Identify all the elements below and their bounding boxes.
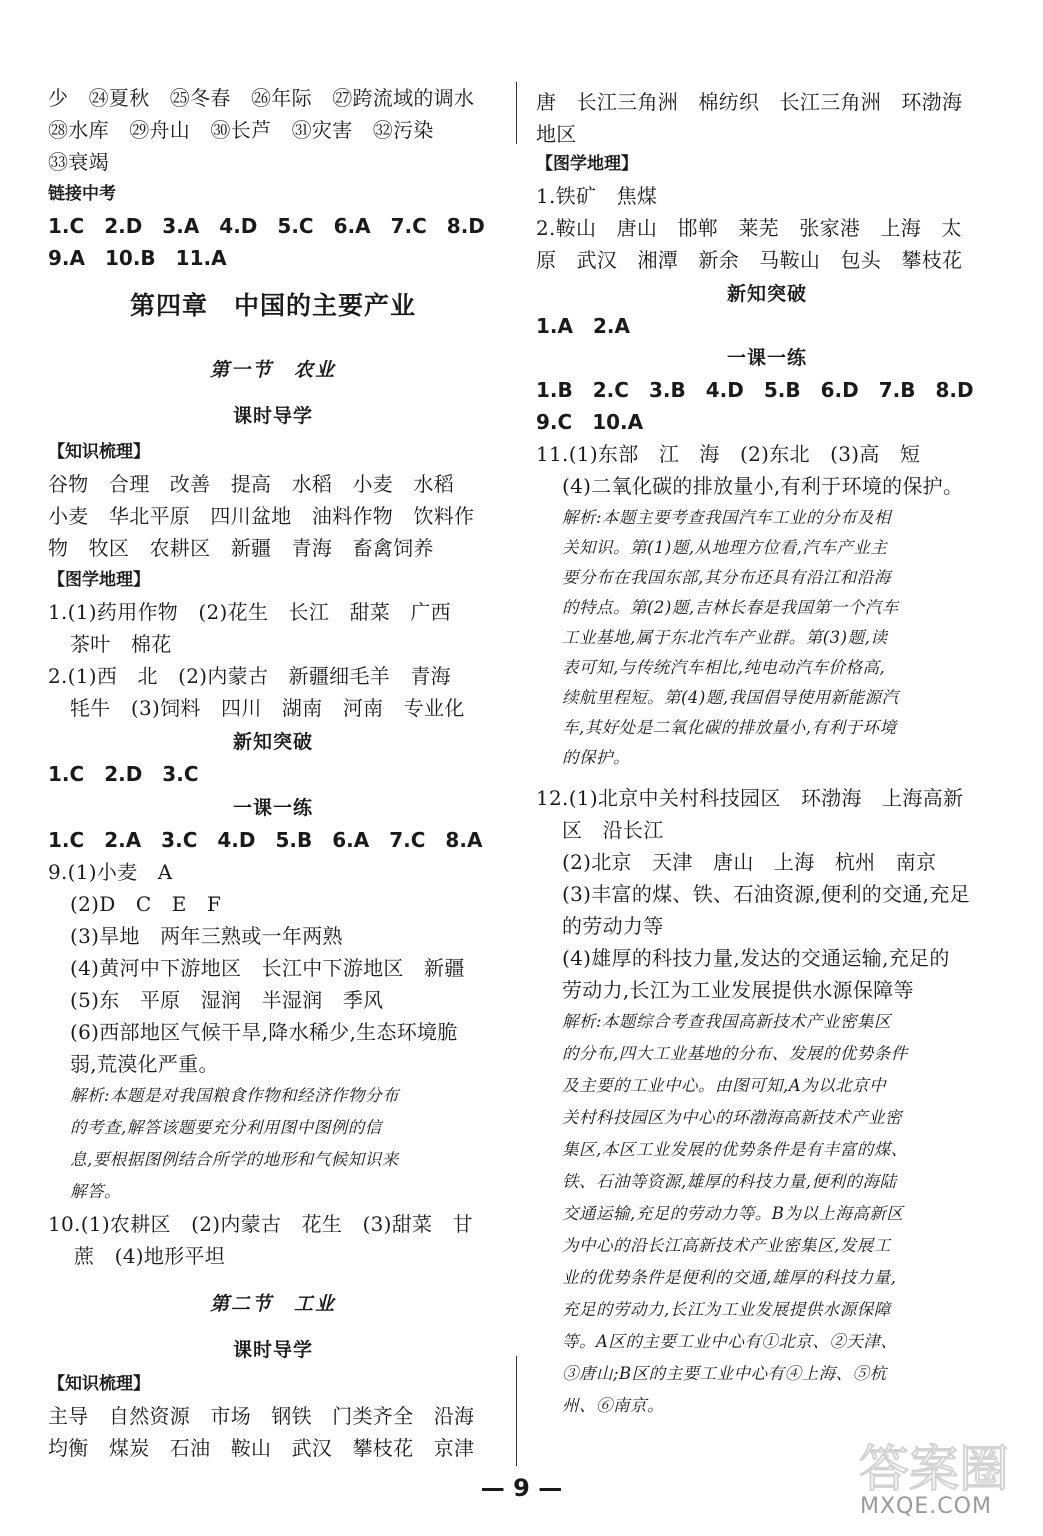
right-text-line: 交通运输,充足的劳动力等。B为以上海高新区 [562,1204,904,1223]
right-text-line: 工业基地,属于东北汽车产业群。第(3)题,读 [562,628,888,647]
right-text-line: 9.C 10.A [536,410,644,434]
left-text-line: 课时导学 [232,1339,313,1361]
left-text-line: (2)D C E F [70,892,222,916]
right-text-line: 原 武汉 湘潭 新余 马鞍山 包头 攀枝花 [536,248,963,272]
page-number: — 9 — [480,1474,563,1502]
right-text-line: 1.A 2.A [536,314,630,338]
right-text-line: 2.鞍山 唐山 邯郸 莱芜 张家港 上海 太 [536,216,962,240]
left-text-line: ㉝衰竭 [48,150,109,174]
left-text-line: 少 ㉔夏秋 ㉕冬春 ㉖年际 ㉗跨流域的调水 [48,86,475,110]
left-text-line: 9.A 10.B 11.A [48,246,227,270]
column-divider-bottom [516,1356,517,1466]
right-text-line: 车,其好处是二氧化碳的排放量小,有利于环境 [562,718,897,737]
right-text-line: 的保护。 [562,748,630,767]
left-text-line: 1.C 2.D 3.A 4.D 5.C 6.A 7.C 8.D [48,214,485,238]
left-text-line: 的考查,解答该题要充分利用图中图例的信 [70,1118,382,1137]
right-text-line: 的劳动力等 [562,914,664,938]
right-text-line: 关村科技园区为中心的环渤海高新技术产业密 [562,1108,902,1127]
right-text-line: 【图学地理】 [536,154,638,174]
left-text-line: 【知识梳理】 [48,442,150,462]
right-text-line: 唐 长江三角洲 棉纺织 长江三角洲 环渤海 [536,90,963,114]
left-text-line: 【图学地理】 [48,570,150,590]
left-text-line: 9.(1)小麦 A [48,860,173,884]
right-text-line: 的特点。第(2)题,吉林长春是我国第一个汽车 [562,598,899,617]
left-text-line: 1.C 2.A 3.C 4.D 5.B 6.A 7.C 8.A [48,828,483,852]
right-text-line: 12.(1)北京中关村科技园区 环渤海 上海高新 [536,786,964,810]
left-text-line: 新知突破 [232,731,313,753]
left-text-line: 1.(1)药用作物 (2)花生 长江 甜菜 广西 [48,600,451,624]
left-text-line: 第二节 工业 [209,1293,336,1315]
right-text-line: 业的优势条件是便利的交通,雄厚的科技力量, [562,1268,897,1287]
right-text-line: 解析:本题主要考查我国汽车工业的分布及相 [562,508,892,527]
right-text-line: ③唐山;B区的主要工业中心有④上海、⑤杭 [562,1364,887,1383]
right-text-line: 1.B 2.C 3.B 4.D 5.B 6.D 7.B 8.D [536,378,974,402]
right-text-line: (3)丰富的煤、铁、石油资源,便利的交通,充足 [562,882,970,906]
right-text-line: 区 沿长江 [562,818,664,842]
column-divider-top [516,82,517,144]
right-text-line: 地区 [536,122,577,146]
right-text-line: 11.(1)东部 江 海 (2)东北 (3)高 短 [536,442,921,466]
right-text-line: 续航里程短。第(4)题,我国倡导使用新能源汽 [562,688,899,707]
left-text-line: (3)旱地 两年三熟或一年两熟 [70,924,343,948]
left-text-line: 一课一练 [232,797,313,819]
left-text-line: 茶叶 棉花 [70,632,172,656]
right-text-line: (4)二氧化碳的排放量小,有利于环境的保护。 [562,474,964,498]
right-text-line: 一课一练 [726,347,807,369]
right-text-line: 等。A区的主要工业中心有①北京、②天津、 [562,1332,898,1351]
left-text-line: 小麦 华北平原 四川盆地 油料作物 饮料作 [48,504,475,528]
left-text-line: 课时导学 [232,405,313,427]
left-text-line: (5)东 平原 湿润 半湿润 季风 [70,988,384,1012]
left-text-line: 谷物 合理 改善 提高 水稻 小麦 水稻 [48,472,454,496]
right-text-line: 为中心的沿长江高新技术产业密集区,发展工 [562,1236,891,1255]
right-text-line: (4)雄厚的科技力量,发达的交通运输,充足的 [562,946,950,970]
right-text-line: 及主要的工业中心。由图可知,A为以北京中 [562,1076,887,1095]
left-text-line: 10.(1)农耕区 (2)内蒙古 花生 (3)甜菜 甘 [48,1212,473,1236]
left-text-line: (6)西部地区气候干旱,降水稀少,生态环境脆 [70,1020,458,1044]
left-text-line: 第四章 中国的主要产业 [129,291,416,320]
left-text-line: 弱,荒漠化严重。 [70,1052,219,1076]
right-text-line: 要分布在我国东部,其分布还具有沿江和沿海 [562,568,891,587]
left-text-line: 第一节 农业 [209,359,336,381]
left-text-line: 2.(1)西 北 (2)内蒙古 新疆细毛羊 青海 [48,664,451,688]
left-text-line: 主导 自然资源 市场 钢铁 门类齐全 沿海 [48,1404,475,1428]
right-text-line: 铁、石油等资源,雄厚的科技力量,便利的海陆 [562,1172,897,1191]
right-text-line: 解析:本题综合考查我国高新技术产业密集区 [562,1012,892,1031]
left-text-line: 链接中考 [48,184,116,204]
left-text-line: 1.C 2.D 3.C [48,762,199,786]
watermark-url: MXQE.COM [860,1494,992,1519]
left-text-line: 息,要根据图例结合所学的地形和气候知识来 [70,1150,399,1169]
left-text-line: 【知识梳理】 [48,1374,150,1394]
left-text-line: 牦牛 (3)饲料 四川 湖南 河南 专业化 [70,696,465,720]
right-text-line: 表可知,与传统汽车相比,纯电动汽车价格高, [562,658,886,677]
left-text-line: 蔗 (4)地形平坦 [74,1244,226,1268]
left-text-line: ㉘水库 ㉙舟山 ㉚长芦 ㉛灾害 ㉜污染 [48,118,434,142]
right-text-line: (2)北京 天津 唐山 上海 杭州 南京 [562,850,937,874]
right-text-line: 的分布,四大工业基地的分布、发展的优势条件 [562,1044,908,1063]
right-text-line: 1.铁矿 焦煤 [536,184,658,208]
left-text-line: (4)黄河中下游地区 长江中下游地区 新疆 [70,956,465,980]
right-text-line: 充足的劳动力,长江为工业发展提供水源保障 [562,1300,891,1319]
right-text-line: 集区,本区工业发展的优势条件是有丰富的煤、 [562,1140,908,1159]
left-text-line: 解析:本题是对我国粮食作物和经济作物分布 [70,1086,400,1105]
left-text-line: 解答。 [70,1182,121,1201]
left-text-line: 均衡 煤炭 石油 鞍山 武汉 攀枝花 京津 [48,1436,475,1460]
right-text-line: 州、⑥南京。 [562,1396,664,1415]
left-text-line: 物 牧区 农耕区 新疆 青海 畜禽饲养 [48,536,434,560]
right-text-line: 新知突破 [726,283,807,305]
watermark-logo-text: 答案圈 [859,1440,1009,1498]
right-text-line: 劳动力,长江为工业发展提供水源保障等 [562,978,914,1002]
right-text-line: 关知识。第(1)题,从地理方位看,汽车产业主 [562,538,888,557]
